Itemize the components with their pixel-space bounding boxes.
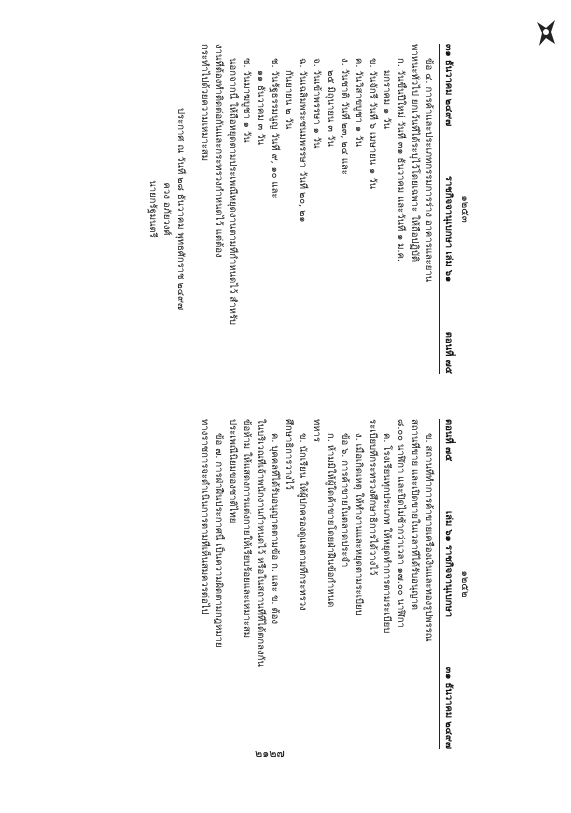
text-line: ก. วันขึ้นปีใหม่ วันที่ ๓๑ ธันวาคม และวันที่ ๑ ม.ค. [395, 58, 406, 262]
text-line: ๑๑ ธันวาคม ๓ วัน [255, 70, 266, 146]
text-line: ค. บุคคลที่ได้รับอนุญาตตามข้อ ก. และ ข. ต้อง [269, 433, 280, 624]
text-line: ข้อ ๗. การฝ่าฝืนประกาศนี้ เป็นความผิดตามกฎหมาย [213, 433, 224, 648]
text-line: ประเพณีนิยมของชาติไทย [227, 419, 238, 524]
text-line: สถานที่ขาย และเปิดขายในเวลาที่ได้รับอนุญาต [409, 419, 420, 610]
text-line: จ. วันเข้าพรรษา ๑ วัน [311, 58, 322, 149]
text-line: ทหาร [311, 419, 322, 442]
text-line: ๒๕ มิถุนายน ๓ วัน [325, 70, 336, 147]
text-line: ข. วันจักรี วันที่ ๖ เมษายน ๑ วัน [367, 58, 378, 190]
text-line: ข้อ ๖. การค้าขายในตลาดประจำ [339, 433, 350, 568]
text-line: ระเบียบที่กระทรวงศึกษาธิการได้วางไว้ [367, 419, 378, 576]
text-line: ทางราชการจะดำเนินการตามที่เห็นสมควรต่อไป [199, 419, 210, 615]
text-line: ซ. วันมาฆบูชา ๑ วัน [241, 58, 252, 143]
text-line: งานที่ต้องทำติดต่อกันและกระทรวงกำหนดไว้ แต่ต้อง [213, 44, 224, 258]
gazette-page-right [91, 44, 471, 374]
page-number: ๑๒๕๒ [459, 570, 470, 598]
text-line: ค. โรงเรียนทุกประเภท ให้หยุดทำการตามระเบียบ [381, 433, 392, 634]
text-line: ง. วันชาติ วันที่ ๒๓, ๒๔ และ [339, 58, 350, 175]
header-issue: ตอนที่ ๗๕ [443, 419, 454, 462]
body-text [197, 419, 435, 749]
footer-page-number: ๒๑๒๗ [255, 747, 285, 760]
text-line: ข้อห้าม ให้แสดงการแต่งกายให้เรียบร้อยและเหมาะสม [241, 419, 252, 639]
text-line: พาหนะทั่วไป ยกเว้นที่ได้ระบุไว้โดยเฉพาะ ให้ถือปฏิบัติ [409, 44, 420, 263]
garuda-emblem-icon [533, 18, 559, 48]
signer-title: นายกรัฐมนตรี [147, 180, 158, 238]
text-line: กระทำไปด้วยความเหมาะสม [199, 44, 210, 161]
body-text [145, 44, 435, 374]
text-line: ค. วันวิสาขบูชา ๑ วัน [353, 58, 364, 147]
text-line: ช. วันรัฐธรรมนูญ วันที่ ๙, ๑๐ และ [269, 58, 280, 199]
header-title: เล่ม ๖๑ ราชกิจจานุเบกษา [443, 510, 454, 618]
page-header [439, 44, 455, 374]
text-line: ข. สถานที่ทำการค้าขายเครื่องเงินและทองรูปพรรณ [423, 433, 434, 642]
text-line: ก. ห้ามมิให้ผู้ใดค้าขายโดยฝ่าฝืนข้อกำหนด [325, 433, 336, 608]
page-number: ๑๒๕๓ [459, 195, 470, 223]
text-line: นอกจากนี้ ให้ถือหยุดตามประเพณีหยุดงานตามที่กำหนดไว้ สำหรับ [227, 58, 238, 325]
page-header [439, 419, 455, 749]
header-title: ราชกิจจานุเบกษา เล่ม ๖๑ [443, 175, 454, 283]
text-line: มกราคม ๑ วัน [381, 70, 392, 129]
header-date: ๓๑ ธันวาคม ๒๔๙๗ [443, 44, 454, 127]
text-line: ศึกษาธิการวางไว้ [283, 419, 294, 490]
text-line: ข้อ ๔. การค้าและประเภทกรรมการร่าง อาคารและยาน [423, 58, 434, 283]
text-line: ฉ. วันเฉลิมพระชนมพรรษา วันที่ ๒๐, ๒๑ [297, 58, 308, 223]
text-line: ในบริเวณที่เจ้าพนักงานกำหนดไว้ หรือในสถานที่ที่ได้ตกลงกัน [255, 419, 266, 667]
rotated-spread [91, 44, 471, 754]
gazette-page-left [91, 419, 471, 749]
text-line: ๘.๐๐ นาฬิกา และปิดไม่ช้ากว่าเวลา ๑๗.๐๐ นาฬิกา [395, 419, 406, 628]
signer-name: ควง อภัยวงศ์ [161, 182, 172, 236]
text-line: ข. นักเรียน ให้ผู้ปกครองดูแลตามที่กระทรวง [297, 433, 308, 611]
text-line: กันยายน ๒ วัน [283, 70, 294, 130]
header-date: ๓๑ ธันวาคม ๒๔๙๗ [443, 666, 454, 749]
announcement-date: ประกาศ ณ วันที่ ๒๘ ธันวาคม พุทธศักราช ๒๔๙๗ [175, 107, 186, 311]
text-line: ง. เมื่อเกิดเหตุ ให้ทำงานและหยุดตามระเบียบ [353, 433, 364, 616]
header-issue: ตอนที่ ๗๕ [443, 331, 454, 374]
